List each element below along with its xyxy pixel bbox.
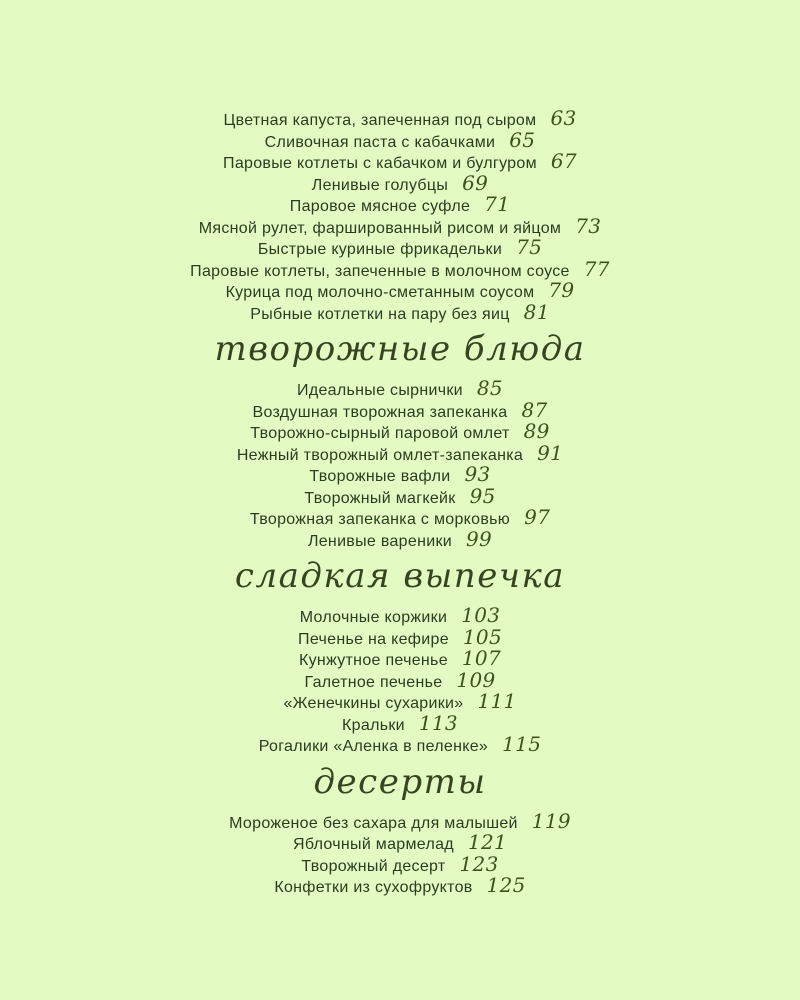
page-number: 87: [521, 397, 548, 422]
recipe-title: Паровые котлеты с кабачком и булгуром: [223, 155, 537, 172]
recipe-title: Рогалики «Аленка в пеленке»: [258, 738, 489, 755]
recipe-title: Воздушная творожная запеканка: [252, 403, 508, 421]
page-number: 71: [484, 192, 511, 216]
page-number: 63: [550, 106, 577, 130]
recipe-title: Творожно-сырный паровой омлет: [250, 425, 510, 442]
toc-entry: [0, 278, 800, 300]
page-number: 99: [465, 526, 493, 551]
page-number: 111: [477, 689, 517, 713]
page-number: 77: [583, 256, 610, 281]
recipe-title: Паровые котлеты, запеченные в молочном соусе: [190, 262, 570, 280]
toc-entry: [0, 711, 800, 733]
toc-entry: [0, 257, 800, 279]
recipe-title: Курица под молочно-сметанным соусом: [225, 284, 535, 301]
recipe-title: Галетное печенье: [304, 673, 443, 691]
page-number: 69: [462, 170, 489, 195]
section-heading: десерты: [313, 761, 487, 802]
recipe-title: Идеальные сырнички: [297, 382, 463, 399]
toc-entry: [0, 192, 800, 214]
recipe-title: Печенье на кефире: [298, 630, 449, 648]
recipe-title: Быстрые куриные фрикадельки: [257, 241, 503, 258]
toc-entry: [0, 809, 800, 831]
recipe-title: Творожный магкейк: [304, 489, 456, 507]
page-number: 75: [516, 235, 543, 259]
page-number: 121: [467, 830, 508, 854]
toc-entry: [0, 106, 800, 128]
page-number: 123: [459, 851, 499, 876]
toc-entry: [0, 484, 800, 506]
toc-entry: [0, 873, 800, 895]
recipe-title: Кунжутное печенье: [299, 652, 448, 669]
toc-entry: [0, 732, 800, 754]
page-number: 95: [469, 483, 496, 508]
page-number: 73: [575, 213, 602, 238]
toc-entry: [0, 398, 800, 420]
toc-entry: [0, 235, 800, 257]
recipe-title: Творожный десерт: [301, 857, 446, 875]
toc-entry: [0, 214, 800, 236]
recipe-title: Конфетки из сухофруктов: [274, 879, 473, 896]
page-number: 85: [476, 376, 503, 400]
toc-entry: [0, 419, 800, 441]
toc-entry: [0, 171, 800, 193]
recipe-title: Творожные вафли: [309, 468, 451, 485]
page-number: 119: [531, 808, 571, 833]
toc-entry: [0, 625, 800, 647]
page-number: 103: [461, 603, 501, 627]
page-number: 91: [537, 440, 564, 465]
recipe-title: Ленивые вареники: [307, 532, 452, 550]
toc-entry: [0, 462, 800, 484]
toc-entry: [0, 300, 800, 322]
page-number: 97: [524, 505, 551, 529]
recipe-title: «Женечкины сухарики»: [283, 695, 464, 712]
recipe-title: Сливочная паста с кабачками: [264, 133, 496, 151]
page-number: 105: [462, 624, 502, 649]
page-number: 65: [509, 127, 536, 152]
toc-entry: [0, 668, 800, 690]
page-number: 81: [523, 299, 550, 324]
page-number: 125: [486, 873, 526, 897]
toc-entry: [0, 830, 800, 852]
recipe-title: Мясной рулет, фаршированный рисом и яйцом: [198, 219, 562, 237]
recipe-title: Яблочный мармелад: [292, 836, 454, 853]
toc-entry: [0, 852, 800, 874]
toc-entry: [0, 646, 800, 668]
section-heading: творожные блюда: [214, 329, 586, 369]
recipe-title: Ленивые голубцы: [311, 176, 449, 194]
section-heading: сладкая выпечка: [234, 556, 566, 596]
toc-entry: [0, 527, 800, 549]
toc-entry: [0, 689, 800, 711]
toc-entry: [0, 603, 800, 625]
page-number: 113: [418, 710, 458, 735]
page-number: 109: [456, 667, 496, 692]
page-number: 79: [548, 278, 575, 302]
page-number: 89: [523, 419, 550, 443]
recipe-title: Цветная капуста, запеченная под сыром: [223, 112, 537, 129]
toc-entry: [0, 149, 800, 171]
page-number: 115: [502, 732, 542, 756]
toc-entry: [0, 128, 800, 150]
toc-entry: [0, 505, 800, 527]
recipe-title: Рыбные котлетки на пару без яиц: [250, 305, 510, 323]
toc-entry: [0, 376, 800, 398]
recipe-title: Нежный творожный омлет-запеканка: [236, 446, 524, 464]
recipe-title: Паровое мясное суфле: [289, 198, 471, 215]
recipe-title: Мороженое без сахара для малышей: [229, 814, 518, 832]
recipe-title: Творожная запеканка с морковью: [249, 511, 511, 528]
recipe-title: Молочные коржики: [299, 609, 448, 626]
page-number: 67: [550, 149, 577, 173]
page-number: 107: [461, 646, 501, 670]
recipe-title: Кральки: [342, 716, 405, 734]
toc-entry: [0, 441, 800, 463]
page-number: 93: [464, 462, 491, 486]
